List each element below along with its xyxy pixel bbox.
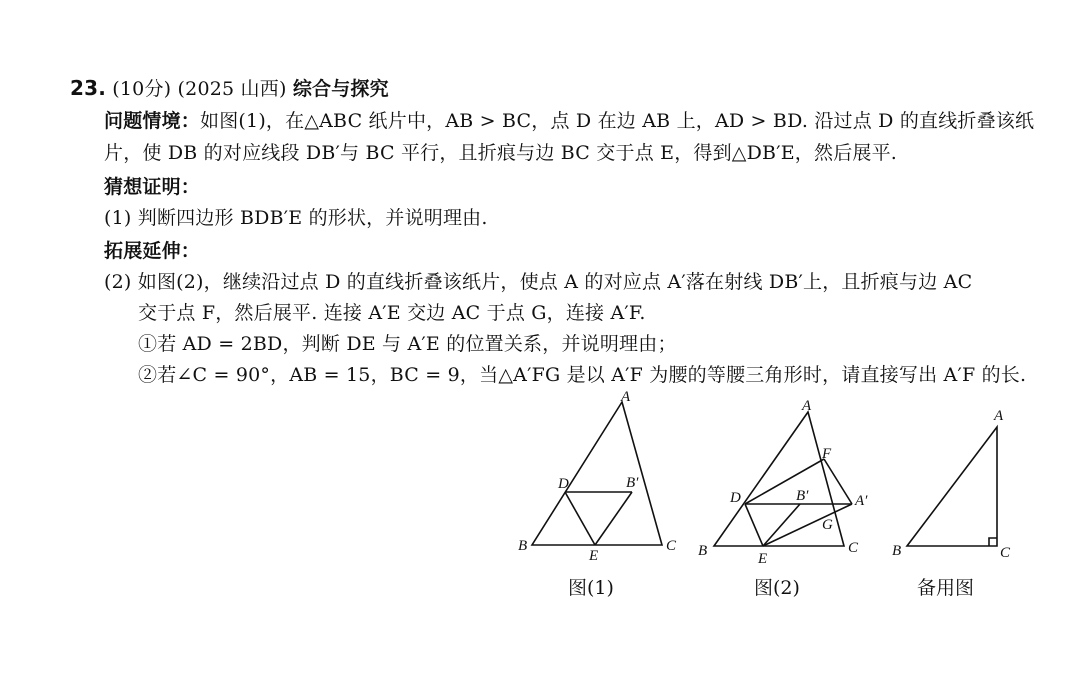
fig2-label-f: F bbox=[822, 446, 832, 462]
fig2-label-a: A bbox=[802, 398, 812, 414]
fig1-label-c: C bbox=[666, 538, 677, 554]
fig3-label-a: A bbox=[994, 408, 1004, 424]
fig2-label-g: G bbox=[822, 517, 833, 533]
fig2-label-bprime: B′ bbox=[796, 488, 809, 504]
figure-1 bbox=[510, 388, 690, 568]
question-2-line-2: 交于点 F，然后展平. 连接 A′E 交边 AC 于点 G，连接 A′F. bbox=[138, 302, 646, 324]
fig2-segment-df bbox=[745, 459, 824, 504]
fig1-label-b: B bbox=[518, 538, 528, 554]
fig3-caption: 备用图 bbox=[917, 577, 975, 599]
figure-3 bbox=[880, 398, 1030, 568]
fig2-label-d: D bbox=[730, 490, 741, 506]
extend-label: 拓展延伸： bbox=[104, 240, 201, 262]
question-1: (1) 判断四边形 BDB′E 的形状，并说明理由. bbox=[104, 207, 488, 229]
fig2-caption: 图(2) bbox=[754, 577, 800, 599]
problem-score: (10分) bbox=[112, 78, 172, 100]
fig2-label-c: C bbox=[848, 540, 859, 556]
fig3-triangle-abc bbox=[907, 427, 997, 546]
guess-label: 猜想证明： bbox=[104, 176, 201, 198]
fig1-label-d: D bbox=[558, 476, 569, 492]
problem-source: (2025 山西) bbox=[177, 78, 287, 100]
question-2-line-1: (2) 如图(2)，继续沿过点 D 的直线折叠该纸片，使点 A 的对应点 A′落在射线 DB′上，且折痕与边 AC bbox=[104, 271, 973, 293]
fig3-right-angle-mark bbox=[989, 538, 997, 546]
situation-text-1: 如图(1)，在△ABC 纸片中，AB > BC，点 D 在边 AB 上，AD > BD. 沿过点 D 的直线折叠该纸 bbox=[200, 110, 1035, 132]
fig2-segment-eb bbox=[763, 504, 800, 546]
question-2-sub-1: ①若 AD = 2BD，判断 DE 与 A′E 的位置关系，并说明理由； bbox=[138, 333, 677, 355]
fig1-label-bprime: B′ bbox=[626, 475, 639, 491]
fig1-label-a: A bbox=[621, 389, 631, 405]
fig1-triangle-abc bbox=[532, 402, 662, 545]
situation-label: 问题情境： bbox=[104, 110, 201, 132]
situation-line-1 bbox=[104, 106, 1034, 133]
problem-header bbox=[70, 74, 389, 101]
figure-2 bbox=[690, 388, 880, 573]
problem-number: 23. bbox=[70, 76, 107, 100]
fig2-label-b: B bbox=[698, 543, 708, 559]
fig1-segment-be bbox=[595, 492, 632, 545]
fig2-label-aprime: A′ bbox=[855, 493, 868, 509]
fig1-segment-de bbox=[565, 492, 595, 545]
fig2-label-e: E bbox=[758, 551, 768, 567]
fig2-segment-de bbox=[745, 504, 763, 546]
situation-line-2: 片，使 DB 的对应线段 DB′与 BC 平行，且折痕与边 BC 交于点 E，得到△DB′E，然后展平. bbox=[104, 142, 898, 164]
fig1-label-e: E bbox=[589, 548, 599, 564]
problem-topic: 综合与探究 bbox=[292, 78, 389, 100]
fig2-segment-fa bbox=[824, 459, 852, 504]
fig3-label-c: C bbox=[1000, 545, 1011, 561]
fig3-label-b: B bbox=[892, 543, 902, 559]
fig1-caption: 图(1) bbox=[568, 577, 614, 599]
question-2-sub-2: ②若∠C = 90°，AB = 15，BC = 9，当△A′FG 是以 A′F 为腰的等腰三角形时，请直接写出 A′F 的长. bbox=[138, 364, 1027, 386]
